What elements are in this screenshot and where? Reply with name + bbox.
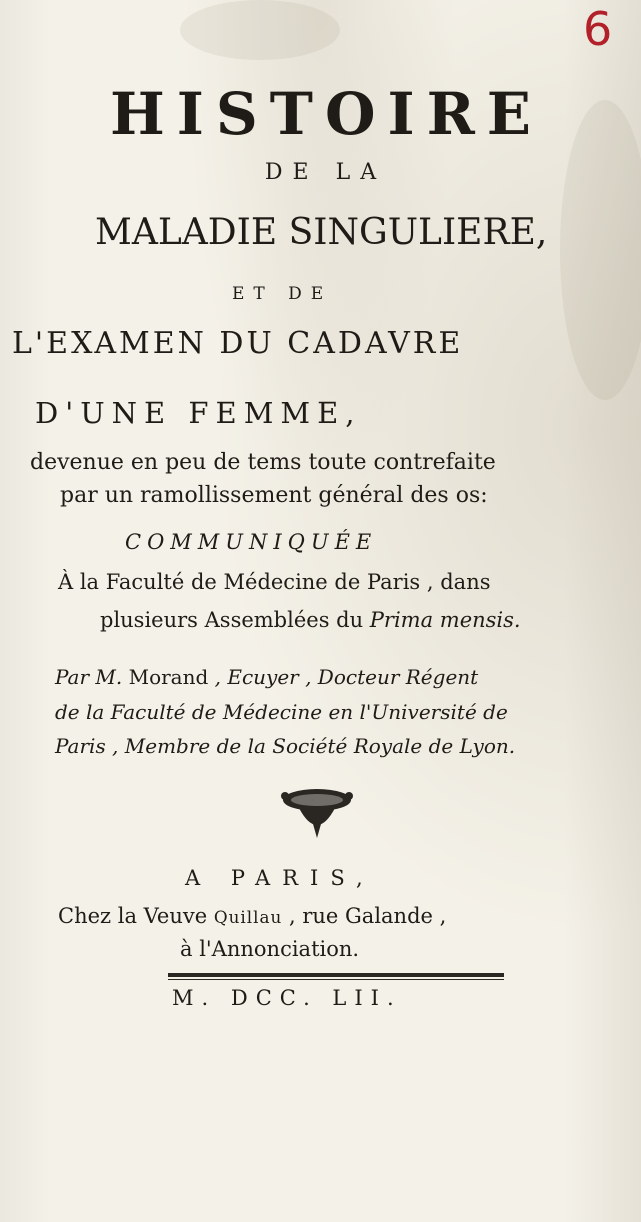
- imprint-sign: à l'Annonciation.: [180, 937, 360, 961]
- divider-rule-thin: [168, 979, 504, 980]
- page-number: 6: [583, 2, 613, 56]
- title-femme: D'UNE FEMME,: [35, 396, 362, 430]
- author-line-1: [55, 665, 641, 689]
- subtitle-line-1: devenue en peu de tems toute contrefaite: [30, 450, 496, 475]
- author-titles: , Ecuyer , Docteur Régent: [208, 665, 479, 689]
- faculty-line-1: À la Faculté de Médecine de Paris , dans: [58, 570, 491, 594]
- paper-stain: [180, 0, 340, 60]
- title-et-de: ET DE: [232, 284, 333, 304]
- author-prefix: Par M.: [55, 665, 129, 689]
- author-line-2: de la Faculté de Médecine en l'Université de: [55, 700, 508, 724]
- subtitle-line-2: par un ramollissement général des os:: [60, 483, 488, 508]
- imprint-street: , rue Galande ,: [282, 904, 447, 928]
- title-de-la: DE LA: [264, 160, 387, 185]
- publication-date: M. DCC. LII.: [172, 986, 402, 1010]
- title-examen: L'EXAMEN DU CADAVRE: [12, 326, 464, 361]
- book-title: HISTOIRE: [109, 80, 544, 148]
- publisher-name: Quillau: [213, 907, 283, 927]
- imprint-publisher: [58, 904, 641, 928]
- divider-rule: [168, 973, 504, 977]
- author-line-3: Paris , Membre de la Société Royale de Lyon.: [55, 734, 516, 758]
- communiquee-heading: COMMUNIQUÉE: [125, 530, 378, 554]
- imprint-publisher-prefix: Chez la Veuve: [58, 904, 214, 928]
- title-maladie: MALADIE SINGULIERE,: [95, 212, 548, 253]
- prima-mensis: Prima mensis.: [369, 608, 521, 632]
- imprint-city: A PARIS,: [185, 866, 375, 890]
- faculty-line-2-text: plusieurs Assemblées du: [100, 608, 370, 632]
- faculty-line-2: [100, 608, 641, 632]
- author-name: Morand: [128, 665, 209, 689]
- printers-ornament-icon: [277, 780, 357, 840]
